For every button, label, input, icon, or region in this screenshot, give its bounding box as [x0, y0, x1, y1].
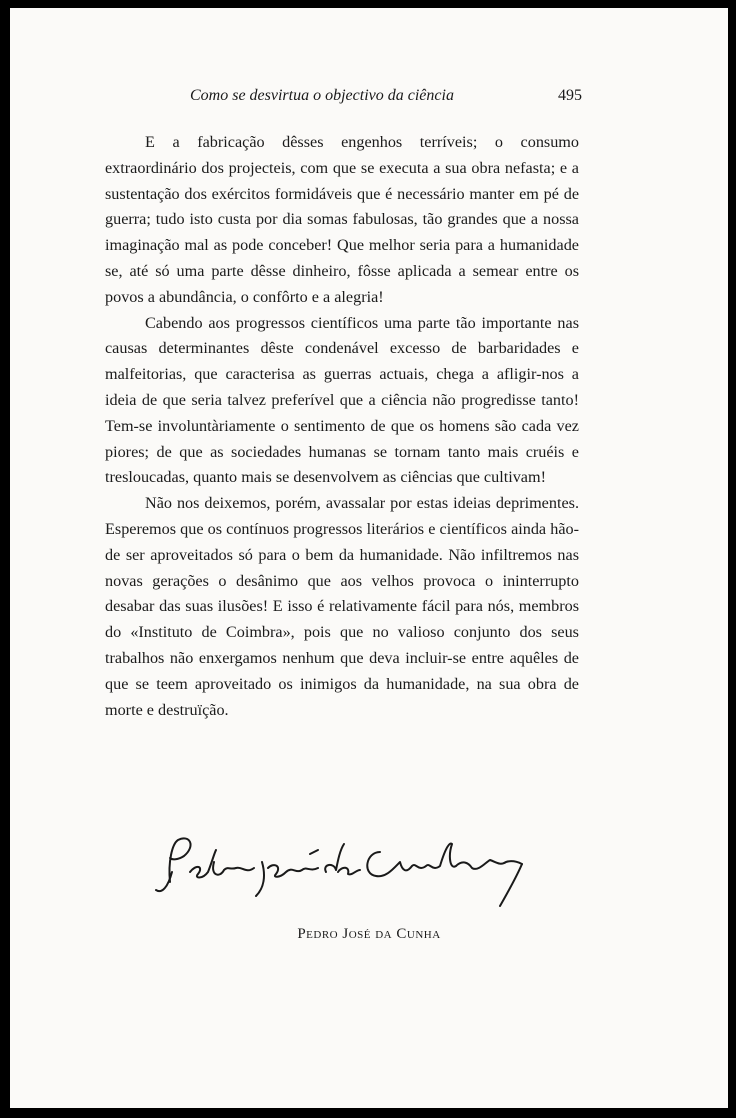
page: [10, 8, 728, 1108]
running-title: Como se desvirtua o objectivo da ciência: [190, 87, 454, 104]
paragraph-3: Não nos deixemos, porém, avassalar por estas ideias deprimentes. Esperemos que os contínuos progressos literários e científicos ainda hão-de ser aproveitados só para o bem da humanidade. Não infiltremos nas novas gerações o desânimo que aos velhos provoca o ininterrupto desabar das suas ilusões! E isso é relativamente fácil para nós, membros do «Instituto de Coimbra», pois que no valioso conjunto dos seus trabalhos não enxergamos nenhum que deva incluir-se entre aquêles de que se teem aproveitado os inimigos da humanidade, na sua obra de morte e destruïção.: [105, 494, 579, 719]
paragraph-2: Cabendo aos progressos científicos uma parte tão importante nas causas determinantes dêste condenável excesso de barbaridades e malfeitorias, que caracterisa as guerras actuais, chega a afligir-nos a ideia de que seria talvez preferível que a ciência não progredisse tanto! Tem-se involuntàriamente o sentimento de que os homens são cada vez piores; de que as sociedades humanas se tornam tanto mais cruéis e tresloucadas, quanto mais se desenvolvem as ciências que cultivam!: [105, 313, 579, 487]
paragraph-1: E a fabricação dêsses engenhos terríveis; o consumo extraordinário dos projecteis, com que se executa a sua obra nefasta; e a sustentação dos exércitos formidáveis que é necessário manter em pé de guerra; tudo isto custa por dia somas fabulosas, tão grandes que a nossa imaginação mal as pode conceber! Que melhor seria para a humanidade se, até só uma parte dêsse dinheiro, fôsse aplicada a semear entre os povos a abundância, o confôrto e a alegria!: [105, 133, 579, 306]
body-text: [105, 130, 579, 723]
author-name: Pedro José da Cunha: [297, 926, 441, 942]
page-number: 495: [558, 87, 582, 104]
signature-drawing: [150, 832, 550, 912]
handwritten-signature: [150, 832, 550, 912]
